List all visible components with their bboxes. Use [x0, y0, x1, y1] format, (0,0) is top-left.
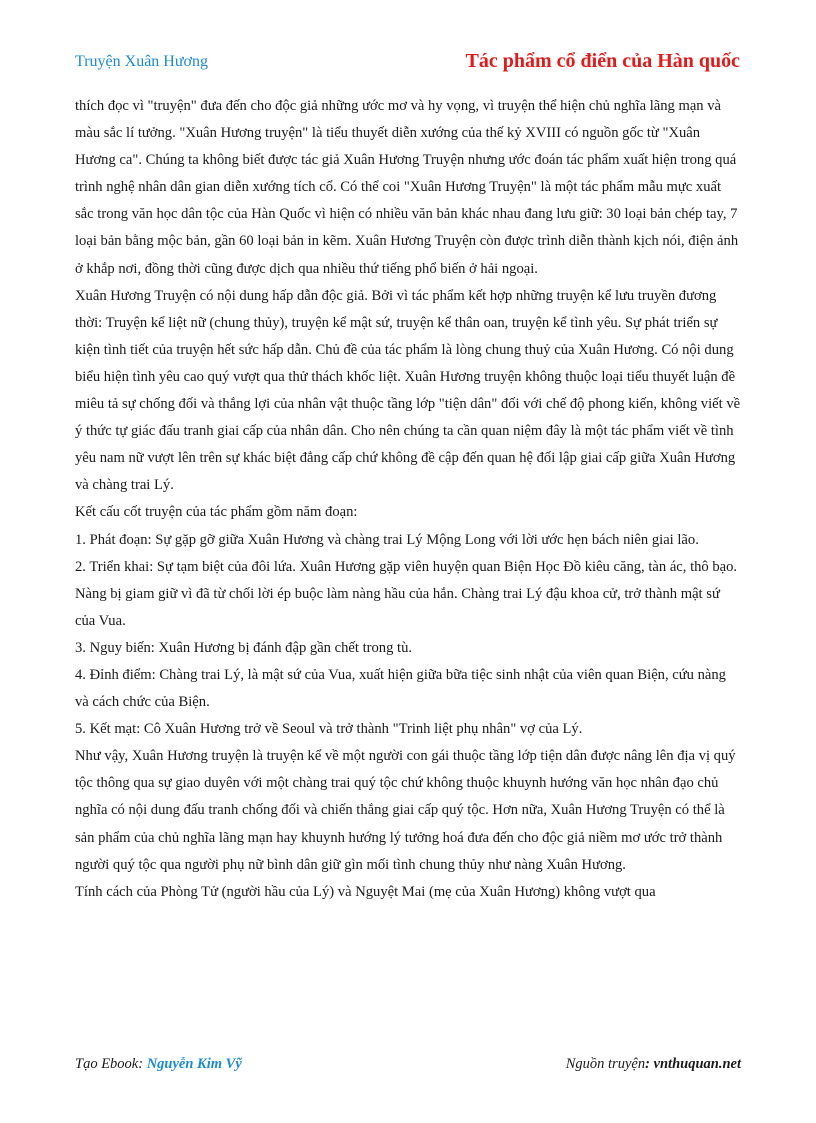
footer-ebook-label: Tạo Ebook: [75, 1056, 139, 1072]
paragraph: 3. Nguy biến: Xuân Hương bị đánh đập gần chết trong tù.: [75, 639, 413, 656]
footer-source-credit: [566, 1056, 741, 1073]
footer-source-separator: :: [645, 1056, 654, 1072]
header-series-title: Tác phẩm cổ điển của Hàn quốc: [465, 50, 740, 72]
footer-source-site: vnthuquan.net: [653, 1056, 741, 1072]
paragraph: 1. Phát đoạn: Sự gặp gỡ giữa Xuân Hương và chàng trai Lý Mộng Long với lời ước hẹn bách niên giai lão.: [75, 531, 699, 548]
paragraph: Kết cấu cốt truyện của tác phẩm gồm năm đoạn:: [75, 504, 358, 521]
paragraph: Tính cách của Phòng Tử (người hầu của Lý) và Nguyệt Mai (mẹ của Xuân Hương) không vượt qua: [75, 883, 656, 900]
paragraph: Như vậy, Xuân Hương truyện là truyện kể về một người con gái thuộc tầng lớp tiện dân được nâng lên địa vị quý tộc thông qua sự giao duyên với một chàng trai quý tộc chứ không thuộc khuynh hướng văn học nhân đạo chủ nghĩa có nội dung đấu tranh chống đối và chiến thắng giai cấp quý tộc. Hơn nữa, Xuân Hương Truyện có thể là sản phẩm của chủ nghĩa lãng mạn hay khuynh hướng lý tưởng hoá đưa đến cho độc giả niềm mơ ước trở thành người quý tộc qua người phụ nữ bình dân giữ gìn mối tình chung thủy như nàng Xuân Hương.: [75, 748, 736, 873]
footer-ebook-credit: [75, 1056, 242, 1073]
paragraph: 4. Đỉnh điểm: Chàng trai Lý, là mật sứ của Vua, xuất hiện giữa bữa tiệc sinh nhật của viên quan Biện, cứu nàng và cách chức của Biện.: [75, 666, 726, 711]
paragraph: 5. Kết mạt: Cô Xuân Hương trở về Seoul và trở thành "Trinh liệt phụ nhân" vợ của Lý.: [75, 721, 583, 738]
paragraph: Xuân Hương Truyện có nội dung hấp dẫn độc giả. Bởi vì tác phẩm kết hợp những truyện kể lưu truyền đương thời: Truyện kể liệt nữ (chung thủy), truyện kể mật sứ, truyện kể thân oan, truyện kể tình yêu. Sự phát triển sự kiện tình tiết của truyện hết sức hấp dẫn. Chủ đề của tác phẩm là lòng chung thuỷ của Xuân Hương. Có nội dung biểu hiện tình yêu cao quý vượt qua thử thách khốc liệt. Xuân Hương truyện không thuộc loại tiểu thuyết luận đề miêu tả sự chống đối và thắng lợi của nhân vật thuộc tầng lớp "tiện dân" đối với chế độ phong kiến, không viết về ý thức tự giác đấu tranh giai cấp của nhân dân. Cho nên chúng ta cần quan niệm đây là một tác phẩm viết về tình yêu nam nữ vượt lên trên sự khác biệt đẳng cấp chứ không đề cập đến quan hệ đối lập giai cấp giữa Xuân Hương và chàng trai Lý.: [75, 287, 741, 494]
paragraph: thích đọc vì "truyện" đưa đến cho độc giả những ước mơ và hy vọng, vì truyện thể hiện chủ nghĩa lãng mạn và màu sắc lí tưởng. "Xuân Hương truyện" là tiểu thuyết diễn xướng của thế kỷ XVIII có nguồn gốc từ "Xuân Hương ca". Chúng ta không biết được tác giả Xuân Hương Truyện nhưng ước đoán tác phẩm xuất hiện trong quá trình nghệ nhân dân gian diễn xướng tích cổ. Có thể coi "Xuân Hương Truyện" là một tác phẩm mẫu mực xuất sắc trong văn học dân tộc của Hàn Quốc vì hiện có nhiều văn bản khác nhau đang lưu giữ: 30 loại bản chép tay, 7 loại bản bằng mộc bản, gần 60 loại bản in kẽm. Xuân Hương Truyện còn được trình diễn thành kịch nói, điện ảnh ở khắp nơi, đồng thời cũng được dịch qua nhiều thứ tiếng phổ biến ở hải ngoại.: [75, 98, 739, 277]
footer-source-label: Nguồn truyện: [565, 1056, 646, 1072]
paragraph: 2. Triển khai: Sự tạm biệt của đôi lứa. Xuân Hương gặp viên huyện quan Biện Học Đồ kiêu căng, tàn ác, thô bạo. Nàng bị giam giữ vì đã từ chối lời ép buộc làm nàng hầu của hắn. Chàng trai Lý đậu khoa cử, trở thành mật sứ của Vua.: [75, 558, 738, 629]
footer-ebook-separator: :: [138, 1056, 147, 1072]
body-text: [75, 93, 743, 906]
header-book-title: Truyện Xuân Hương: [75, 53, 208, 70]
footer-ebook-author: Nguyễn Kim Vỹ: [146, 1056, 242, 1072]
